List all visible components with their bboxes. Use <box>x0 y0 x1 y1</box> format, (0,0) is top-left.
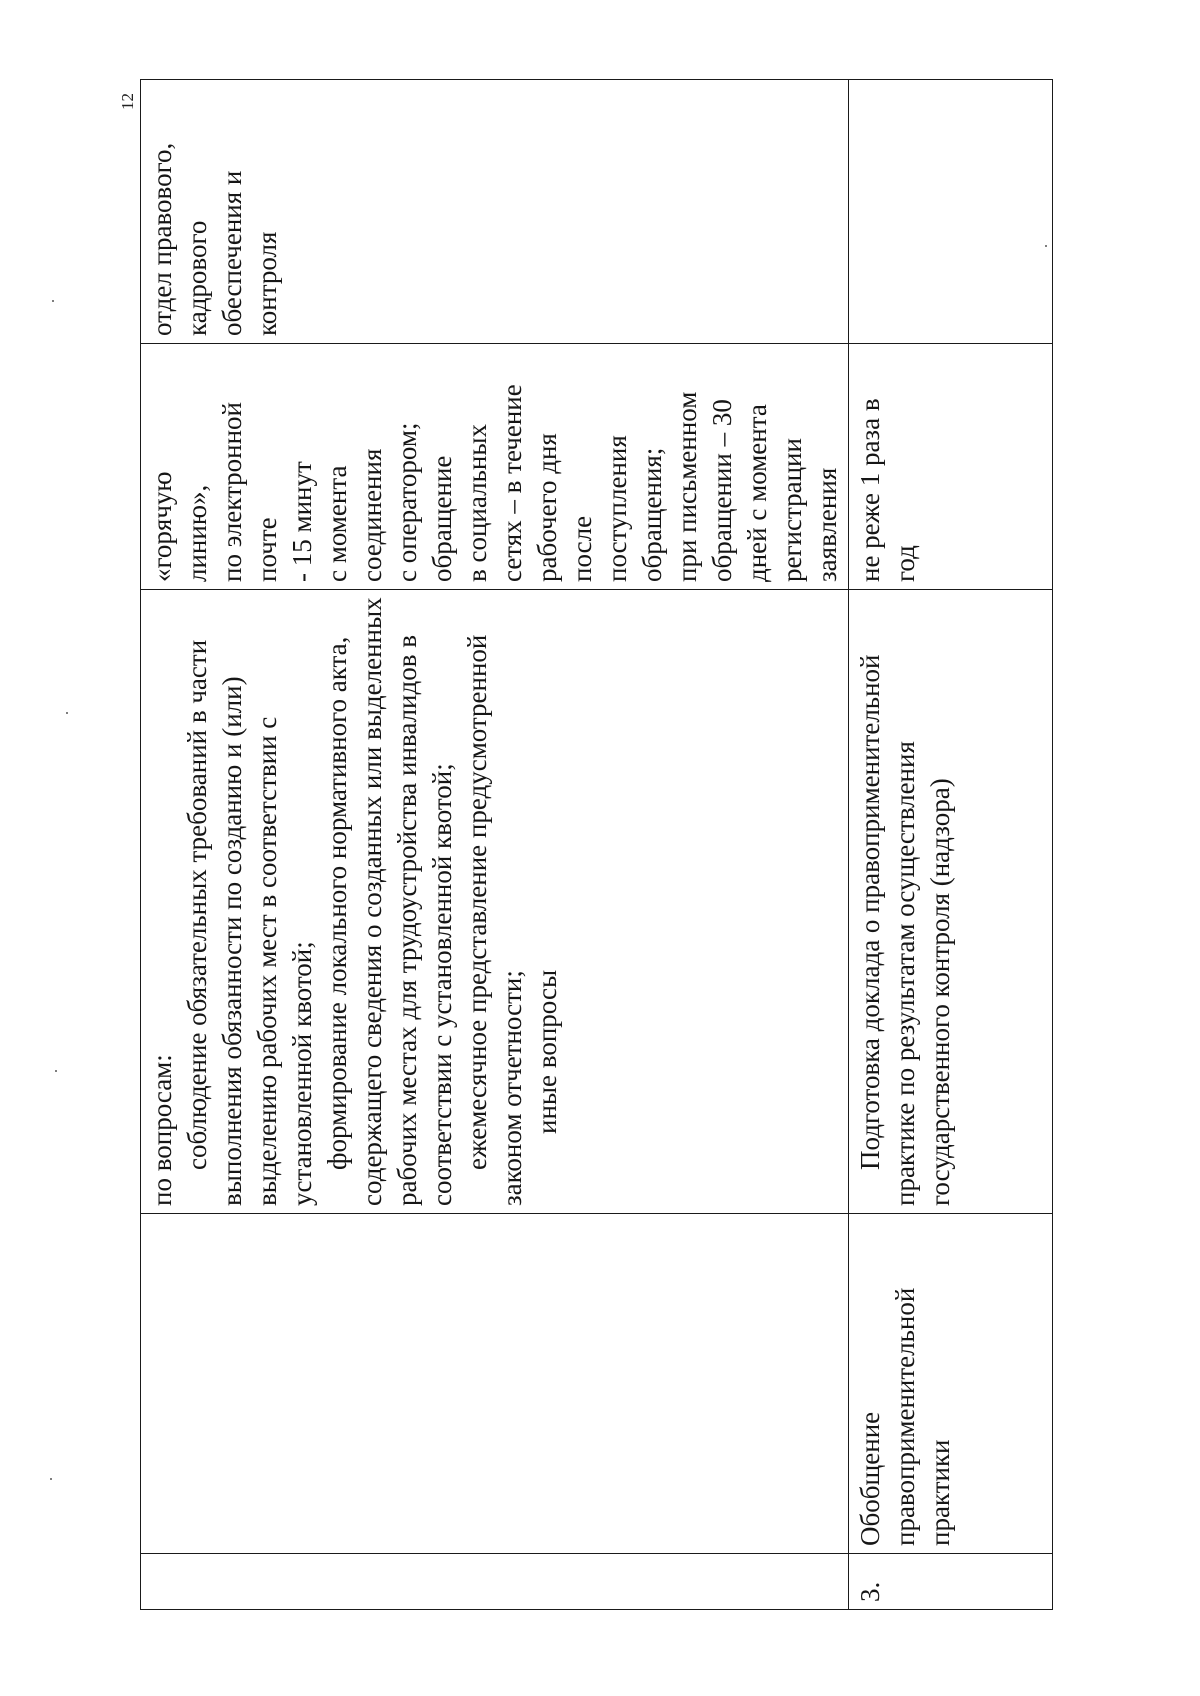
text-line: при письменном <box>672 391 702 582</box>
scan-speck <box>50 1478 52 1480</box>
cell-responsible-continued <box>141 80 849 344</box>
text-line: регистрации <box>777 438 807 582</box>
table-row-3 <box>849 80 1053 1610</box>
text-line: обращение <box>427 455 457 582</box>
text-line: соединения <box>357 448 387 582</box>
text-line: выполнения обязанности по созданию и (или) <box>217 676 247 1206</box>
text-line: по электронной <box>217 402 247 582</box>
scan-speck <box>52 300 54 302</box>
text-line: Обобщение <box>855 1411 885 1546</box>
text-line: по вопросам: <box>147 1054 177 1206</box>
text-line: не реже 1 раза в <box>855 398 885 582</box>
cell-name-row3 <box>849 1214 1053 1554</box>
text-line: соответствии с установленной квотой; <box>427 763 457 1206</box>
text-line: содержащего сведения о созданных или выделенных <box>357 597 387 1206</box>
text-line: обращения; <box>637 447 667 582</box>
text-line: поступления <box>602 435 632 582</box>
text-line: год <box>890 545 920 582</box>
content-lines-continued <box>145 596 565 1206</box>
text-line: после <box>567 515 597 582</box>
text-line: ежемесячное представление предусмотренной <box>462 634 492 1170</box>
plan-table <box>140 79 1053 1610</box>
text-line: практики <box>925 1439 955 1546</box>
text-line: государственного контроля (надзора) <box>925 778 955 1206</box>
text-line: линию», <box>182 484 212 582</box>
term-lines-row3 <box>853 350 923 582</box>
scan-speck <box>55 1070 57 1072</box>
scan-speck <box>66 712 68 714</box>
text-line: соблюдение обязательных требований в части <box>182 639 212 1170</box>
term-lines-continued <box>145 350 845 582</box>
text-line: Подготовка доклада о правоприменительной <box>855 654 885 1170</box>
text-line: выделению рабочих мест в соответствии с <box>252 716 282 1206</box>
text-line: установленной квотой; <box>287 941 317 1206</box>
rotated-table-wrapper <box>140 80 1052 1610</box>
text-line: с момента <box>322 465 352 582</box>
text-line: сетях – в течение <box>497 384 527 582</box>
text-line: в социальных <box>462 424 492 582</box>
text-line: кадрового <box>182 220 212 336</box>
page-number: 12 <box>118 93 137 110</box>
cell-term-continued <box>141 344 849 590</box>
content-lines-row3 <box>853 596 958 1206</box>
text-line: отдел правового, <box>147 142 177 336</box>
cell-num-row3: 3. <box>849 1554 1053 1610</box>
text-line: рабочего дня <box>532 433 562 582</box>
cell-responsible-row3 <box>849 80 1053 344</box>
cell-num-continued <box>141 1554 849 1610</box>
scan-speck <box>1045 245 1047 247</box>
text-line: почте <box>252 517 282 582</box>
text-line: иные вопросы <box>532 969 562 1134</box>
cell-content-continued <box>141 590 849 1214</box>
text-line: с оператором; <box>392 422 422 582</box>
cell-content-row3 <box>849 590 1053 1214</box>
name-lines-row3 <box>853 1220 958 1546</box>
text-line: формирование локального нормативного акта, <box>322 636 352 1170</box>
text-line: контроля <box>252 231 282 336</box>
cell-term-row3 <box>849 344 1053 590</box>
text-line: правоприменительной <box>890 1287 920 1546</box>
text-line: - 15 минут <box>287 461 317 582</box>
text-line: дней с момента <box>742 404 772 582</box>
responsible-lines-continued <box>145 86 285 336</box>
text-line: рабочих местах для трудоустройства инвалидов в <box>392 635 422 1206</box>
table-row-continued <box>141 80 849 1610</box>
text-line: обеспечения и <box>217 170 247 336</box>
text-line: практике по результатам осуществления <box>890 741 920 1206</box>
cell-name-continued <box>141 1214 849 1554</box>
text-line: «горячую <box>147 471 177 582</box>
text-line: законом отчетности; <box>497 970 527 1206</box>
text-line: обращении – 30 <box>707 399 737 582</box>
text-line: заявления <box>812 467 842 582</box>
